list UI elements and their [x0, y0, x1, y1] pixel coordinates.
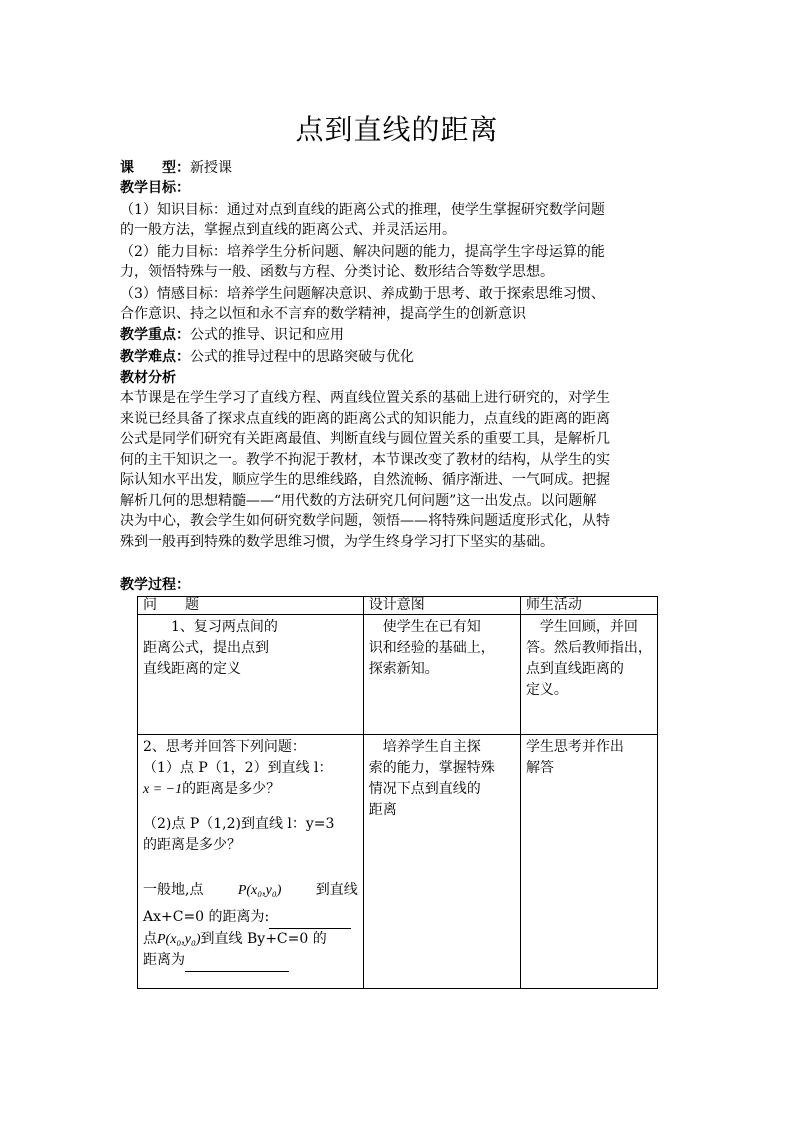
header-intent: 设计意图	[363, 597, 520, 615]
table-row	[138, 735, 658, 989]
goal-2-line-2: 力，领悟特殊与一般、函数与方程、分类讨论、数形结合等数学思想。	[120, 264, 554, 280]
key-points-line	[120, 325, 660, 345]
difficulty-line	[120, 347, 660, 367]
difficulty-text: 公式的推导过程中的思路突破与优化	[190, 349, 414, 365]
row2-intent: 培养学生自主探 索的能力，掌握特殊 情况下点到直线的 距离	[363, 735, 520, 989]
analysis-line: 解析几何的思想精髓——“用代数的方法研究几何问题”这一出发点。以问题解	[120, 492, 597, 509]
key-points-label: 教学重点：	[120, 327, 190, 343]
course-type-label: 课 型：	[120, 160, 190, 176]
analysis-line: 际认知水平出发，顺应学生的思维线路，自然流畅、循序渐进、一气呵成。把握	[120, 472, 610, 488]
row1-activity: 学生回顾，并回 答。然后教师指出， 点到直线距离的 定义。	[520, 615, 657, 735]
analysis-line: 殊到一般再到特殊的数学思维习惯，为学生终身学习打下坚实的基础。	[120, 533, 554, 550]
analysis-line: 来说已经具备了探求点直线的距离的距离公式的知识能力，点直线的距离的距离	[120, 410, 610, 427]
course-type-value: 新授课	[190, 160, 232, 176]
goal-3-line-1: （3）情感目标：培养学生问题解决意识、养成勤于思考、敢于探索思维习惯、	[120, 286, 605, 302]
row2-question: 2、思考并回答下列问题： （1）点 P（1，2）到直线 l： x = −1的距离是多少？ （2)点 P（1,2)到直线 l：y=3 的距离是多少？ 一般地,点 P(x₀,y₀) 到直线 Ax+C=0 的距离为: 点P(x₀,y₀)到直线 By+C=0 的 距离为	[138, 735, 364, 989]
process-table	[137, 596, 658, 989]
equation-x-eq-neg1: x = −1	[143, 782, 183, 797]
analysis-paragraph	[120, 388, 665, 552]
row1-intent: 使学生在已有知 识和经验的基础上， 探索新知。	[363, 615, 520, 735]
table-header-row	[138, 597, 658, 615]
answer-blank	[269, 907, 351, 929]
header-activity: 师生活动	[520, 597, 657, 615]
goal-2-line-1: （2）能力目标：培养学生分析问题、解决问题的能力，提高学生字母运算的能	[120, 244, 605, 260]
goals-heading: 教学目标：	[120, 180, 190, 196]
page-title: 点到直线的距离	[295, 113, 499, 146]
row1-question: 1、复习两点间的 距离公式，提出点到 直线距离的定义	[138, 615, 364, 735]
goal-1-line-2: 的一般方法，掌握点到直线的距离公式、并灵活运用。	[120, 222, 456, 238]
process-heading: 教学过程：	[120, 577, 190, 593]
table-row	[138, 615, 658, 735]
header-question: 问 题	[138, 597, 364, 615]
analysis-line: 公式是同学们研究有关距离最值、判断直线与圆位置关系的重要工具，是解析几	[120, 431, 610, 447]
key-points-text: 公式的推导、识记和应用	[190, 327, 344, 343]
point-p-math: P(x₀,y₀)	[237, 883, 282, 898]
analysis-line: 何的主干知识之一。教学不拘泥于教材，本节课改变了教材的结构，从学生的实	[120, 451, 610, 468]
difficulty-label: 教学难点：	[120, 349, 190, 365]
row2-activity: 学生思考并作出 解答	[520, 735, 657, 989]
goal-1-line-1: （1）知识目标：通过对点到直线的距离公式的推理，使学生掌握研究数学问题	[120, 202, 605, 218]
course-type-line	[120, 158, 660, 178]
point-p-math: P(x₀,y₀)	[157, 932, 201, 947]
answer-blank	[185, 950, 289, 972]
analysis-line: 本节课是在学生学习了直线方程、两直线位置关系的基础上进行研究的，对学生	[120, 390, 610, 406]
analysis-line: 决为中心，教会学生如何研究数学问题，领悟——将特殊问题适度形式化，从特	[120, 513, 610, 529]
goal-3-line-2: 合作意识、持之以恒和永不言弃的数学精神，提高学生的创新意识	[120, 306, 526, 322]
analysis-heading: 教材分析	[120, 370, 176, 386]
